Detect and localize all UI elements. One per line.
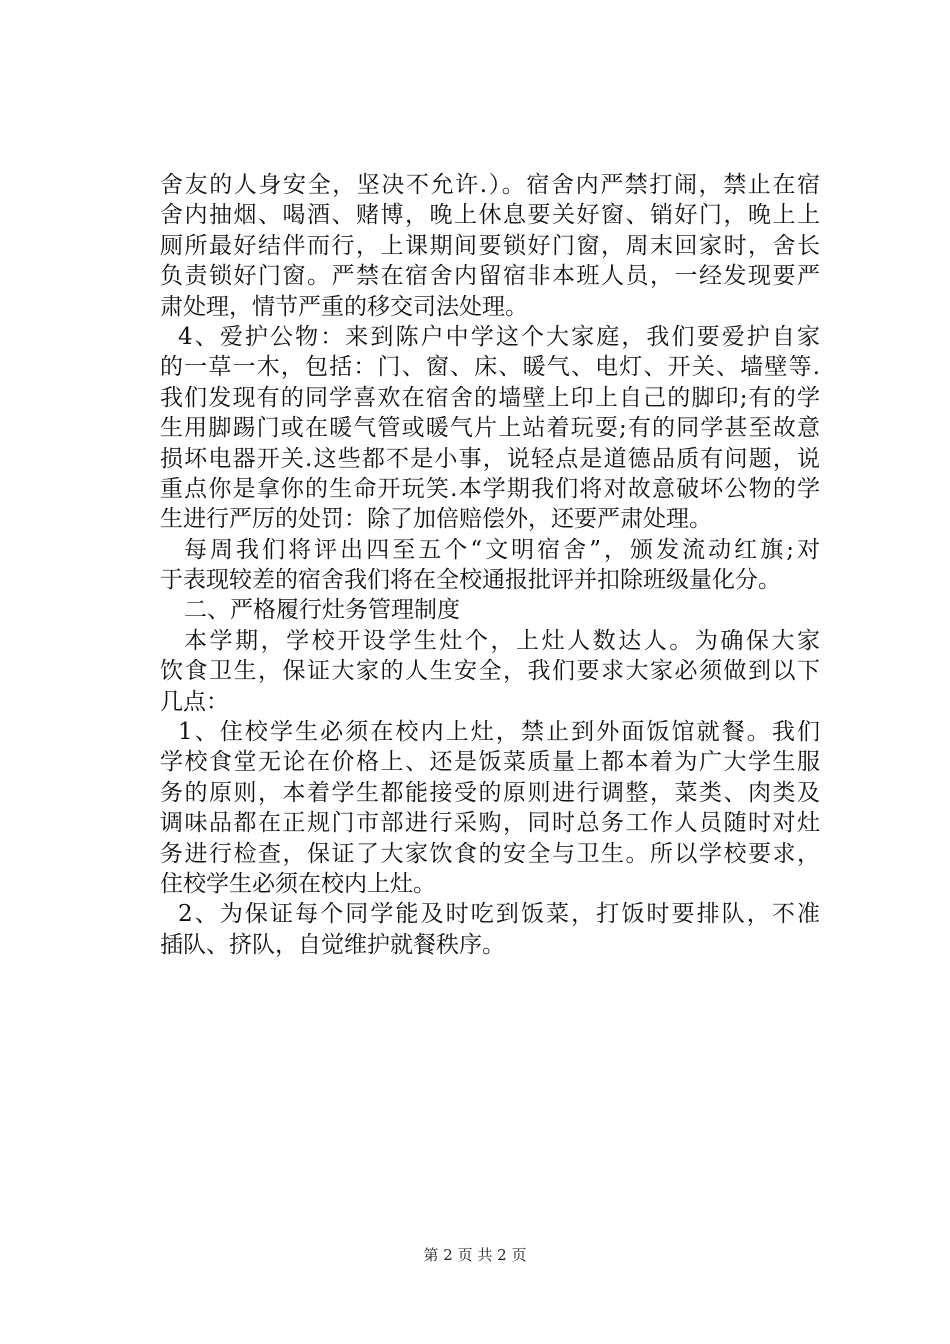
text-line: 厕所最好结伴而行，上课期间要锁好门窗，周末回家时，舍长 xyxy=(160,232,820,259)
text-line: 务进行检查，保证了大家饮食的安全与卫生。所以学校要求， xyxy=(160,840,820,867)
paragraph-start-line: 4、爱护公物：来到陈户中学这个大家庭，我们要爱护自家 xyxy=(178,323,820,350)
text-line: 生进行严厉的处罚：除了加倍赔偿外，还要严肃处理。 xyxy=(160,506,712,533)
text-line: 饮食卫生，保证大家的人生安全，我们要求大家必须做到以下 xyxy=(160,658,820,685)
page-footer: 第 2 页 共 2 页 xyxy=(423,1246,527,1264)
text-line: 务的原则，本着学生都能接受的原则进行调整，菜类、肉类及 xyxy=(160,779,820,806)
paragraph-start-line: 2、为保证每个同学能及时吃到饭菜，打饭时要排队，不准 xyxy=(178,901,820,928)
section-heading: 二、严格履行灶务管理制度 xyxy=(184,597,460,624)
document-body xyxy=(160,170,820,960)
text-line: 负责锁好门窗。严禁在宿舍内留宿非本班人员，一经发现要严 xyxy=(160,263,820,290)
text-line: 重点你是拿你的生命开玩笑.本学期我们将对故意破坏公物的学 xyxy=(160,475,820,502)
text-line: 几点： xyxy=(160,688,229,715)
paragraph-start-line: 每周我们将评出四至五个“文明宿舍”，颁发流动红旗;对 xyxy=(184,536,820,563)
paragraph-start-line: 1、住校学生必须在校内上灶，禁止到外面饭馆就餐。我们 xyxy=(178,719,820,746)
paragraph-start-line: 本学期，学校开设学生灶个，上灶人数达人。为确保大家 xyxy=(184,627,820,654)
text-line: 调味品都在正规门市部进行采购，同时总务工作人员随时对灶 xyxy=(160,810,820,837)
text-line: 于表现较差的宿舍我们将在全校通报批评并扣除班级量化分。 xyxy=(160,567,781,594)
text-line: 的一草一木，包括：门、窗、床、暖气、电灯、开关、墙壁等. xyxy=(160,354,820,381)
text-line: 损坏电器开关.这些都不是小事，说轻点是道德品质有问题，说 xyxy=(160,445,820,472)
text-line: 舍内抽烟、喝酒、赌博，晚上休息要关好窗、销好门，晚上上 xyxy=(160,202,820,229)
text-line: 插队、挤队，自觉维护就餐秩序。 xyxy=(160,931,505,958)
text-line: 生用脚踢门或在暖气管或暖气片上站着玩耍;有的同学甚至故意 xyxy=(160,415,820,442)
text-line: 肃处理，情节严重的移交司法处理。 xyxy=(160,293,528,320)
text-line: 学校食堂无论在价格上、还是饭菜质量上都本着为广大学生服 xyxy=(160,749,820,776)
text-line: 住校学生必须在校内上灶。 xyxy=(160,870,436,897)
text-line: 舍友的人身安全，坚决不允许.）。宿舍内严禁打闹，禁止在宿 xyxy=(160,172,820,198)
text-line: 我们发现有的同学喜欢在宿舍的墙壁上印上自己的脚印;有的学 xyxy=(160,384,820,411)
